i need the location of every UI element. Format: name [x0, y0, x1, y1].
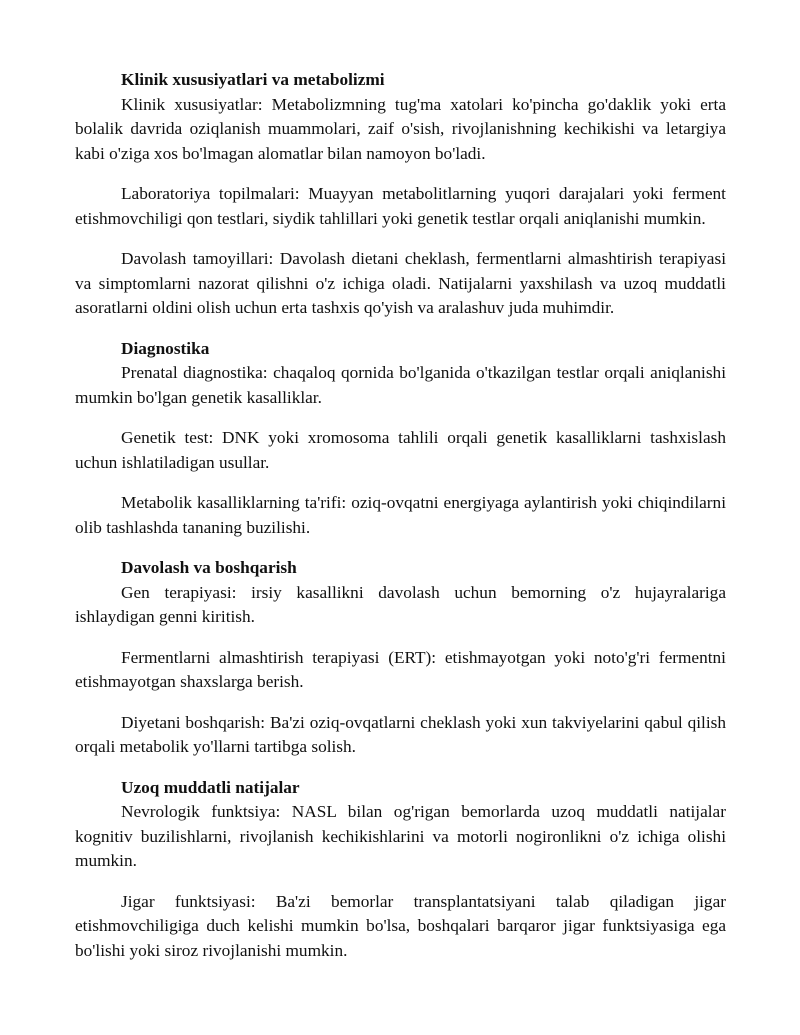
- section-heading: Uzoq muddatli natijalar: [121, 777, 300, 797]
- section-heading: Davolash va boshqarish: [121, 558, 297, 577]
- section-heading: Diagnostika: [121, 338, 210, 358]
- paragraph: Diyetani boshqarish: Ba'zi oziq-ovqatlarni cheklash yoki xun takviyelarini qabul qilish orqali metabolik yo'llarni tartibga solish.: [75, 712, 726, 756]
- section-diagnostics: [75, 337, 726, 541]
- paragraph: Davolash tamoyillari: Davolash dietani cheklash, fermentlarni almashtirish terapiyasi va simptomlarni nazorat qilishni o'z ichiga oladi. Natijalarni yaxshilash va uzoq muddatli asoratlarni oldini olish uchun erta tashxis qo'yish va aralashuv juda muhimdir.: [75, 249, 726, 317]
- paragraph: Nevrologik funktsiya: NASL bilan og'rigan bemorlarda uzoq muddatli natijalar kognitiv buzilishlarni, rivojlanish kechikishlarini va motorli nogironlikni o'z ichiga olishi mumkin.: [75, 802, 726, 870]
- paragraph: Fermentlarni almashtirish terapiyasi (ERT): etishmayotgan yoki noto'g'ri fermentni etishmayotgan shaxslarga berish.: [75, 647, 726, 691]
- paragraph: Jigar funktsiyasi: Ba'zi bemorlar transplantatsiyani talab qiladigan jigar etishmovchiligiga duch kelishi mumkin bo'lsa, boshqalari barqaror jigar funktsiyasiga ega bo'lishi yoki siroz rivojlanishi mumkin.: [75, 891, 726, 960]
- paragraph: Prenatal diagnostika: chaqaloq qornida bo'lganida o'tkazilgan testlar orqali aniqlanishi mumkin bo'lgan genetik kasalliklar.: [75, 363, 726, 407]
- document-page: [75, 68, 726, 979]
- paragraph: Genetik test: DNK yoki xromosoma tahlili orqali genetik kasalliklarni tashxislash uchun ishlatiladigan usullar.: [75, 428, 726, 472]
- paragraph: Gen terapiyasi: irsiy kasallikni davolash uchun bemorning o'z hujayralariga ishlaydigan genni kiritish.: [75, 582, 726, 626]
- section-long-term-outcomes: [75, 776, 726, 964]
- section-treatment-management: [75, 556, 726, 760]
- section-clinical-features: [75, 68, 726, 321]
- paragraph: Laboratoriya topilmalari: Muayyan metabolitlarning yuqori darajalari yoki ferment etishmovchiligi qon testlari, siydik tahlillari yoki genetik testlar orqali aniqlanishi mumkin.: [75, 184, 726, 228]
- paragraph: Metabolik kasalliklarning ta'rifi: oziq-ovqatni energiyaga aylantirish yoki chiqindilarni olib tashlashda tananing buzilishi.: [75, 493, 726, 537]
- paragraph: Klinik xususiyatlar: Metabolizmning tug'ma xatolari ko'pincha go'daklik yoki erta bolalik davrida oziqlanish muammolari, zaif o'sish, rivojlanishning kechikishi va letargiya kabi o'ziga xos bo'lmagan alomatlar bilan namoyon bo'ladi.: [75, 94, 726, 163]
- section-heading: Klinik xususiyatlari va metabolizmi: [121, 70, 385, 89]
